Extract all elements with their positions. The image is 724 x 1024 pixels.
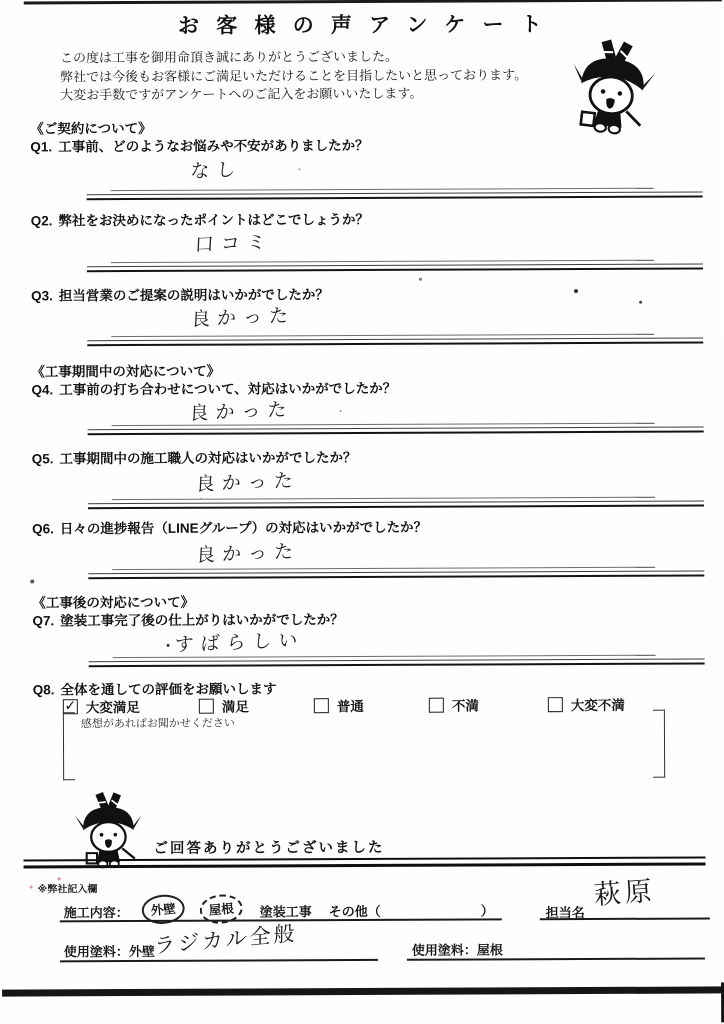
rating-option-neutral: [314, 695, 364, 715]
handwritten-staff-name: 萩原: [592, 875, 657, 911]
question-divider: [88, 571, 704, 580]
staff-underline: [540, 917, 710, 920]
checkbox-unchecked: [429, 697, 444, 712]
answer-line: [112, 567, 655, 570]
section-header-during-work: 《工事期間中の対応について》: [31, 363, 221, 380]
samurai-mascot-illustration: [71, 791, 145, 869]
handwritten-answer-q3: 良かった: [190, 305, 296, 331]
checkbox-unchecked: [548, 697, 563, 712]
thanks-message: ご回答ありがとうございました: [153, 839, 385, 857]
question-number: Q6.: [32, 521, 54, 537]
question-text: 工事前、どのようなお悩みや不安がありましたか？: [58, 137, 369, 155]
handwritten-answer-q6: 良かった: [195, 541, 301, 567]
question-text: 全体を通しての評価をお願いします: [60, 681, 277, 698]
handwritten-paint-wall-value: ラジカル全般: [153, 921, 298, 959]
paint-roof-underline: [407, 958, 705, 961]
circled-option-roof: 屋根: [198, 893, 243, 926]
option-label: 不満: [451, 698, 479, 714]
question-q1: [30, 134, 368, 155]
question-text: 弊社をお決めになったポイントはどこでしょうか？: [58, 211, 370, 229]
scan-speck: [30, 885, 33, 888]
scan-speck: [574, 289, 578, 293]
question-number: Q4.: [31, 382, 54, 398]
checkbox-checked: ✓: [64, 696, 77, 713]
question-divider: [87, 338, 703, 347]
handwritten-answer-q1: なし: [189, 159, 243, 183]
construction-content-label: 施工内容：: [63, 905, 129, 921]
section-header-contract: 《ご契約について》: [30, 120, 152, 137]
scan-top-edge: [24, 0, 722, 4]
question-divider: [87, 192, 703, 201]
rating-option-dissatisfied: [429, 694, 479, 714]
question-q4: [31, 377, 396, 399]
painting-work-label: 塗装工事: [259, 904, 312, 920]
question-text: 塗装工事完了後の仕上がりはいかがでしたか？: [60, 612, 344, 629]
paint-roof-label: 使用塗料：屋根: [411, 942, 503, 958]
question-number: Q5.: [31, 451, 54, 467]
answer-line: [111, 334, 654, 337]
option-label: 大変満足: [85, 699, 140, 716]
footer-divider: [24, 857, 706, 869]
checkbox-unchecked: [199, 698, 214, 713]
option-label: 普通: [336, 698, 364, 715]
question-number: Q3.: [31, 288, 53, 304]
section-header-after-work: 《工事後の対応について》: [32, 594, 195, 611]
handwritten-answer-q4: 良かった: [188, 399, 294, 425]
office-use-note: ※弊社記入欄: [37, 884, 98, 896]
scan-speck: [167, 644, 170, 647]
scan-speck: [639, 301, 642, 304]
scan-speck: [200, 498, 202, 500]
option-label: 大変不満: [570, 697, 625, 714]
comment-bracket-right: [653, 710, 665, 778]
answer-line: [112, 497, 655, 500]
question-divider: [87, 264, 703, 273]
question-text: 工事前の打ち合わせについて、対応はいかがでしたか？: [59, 380, 397, 398]
scan-speck: [30, 579, 34, 583]
question-number: Q7.: [32, 613, 55, 629]
question-divider: [88, 427, 704, 436]
intro-line: この度は工事を御用命頂き誠にありがとうございました。: [59, 48, 399, 66]
intro-line: 弊社では今後もお客様にご満足いただけることを目指したいと思っております。: [60, 66, 528, 84]
answer-line: [111, 260, 654, 263]
scan-speck: [58, 877, 61, 880]
option-label: 満足: [221, 699, 249, 715]
paint-wall-underline: [60, 959, 378, 962]
intro-paragraph: [60, 47, 527, 105]
scan-speck: [419, 278, 422, 281]
other-open-paren: その他（: [328, 903, 381, 920]
intro-line: 大変お手数ですがアンケートへのご記入をお願いいたします。: [60, 85, 423, 103]
staff-name-label: 担当名: [545, 905, 585, 921]
rating-option-satisfied: [199, 695, 249, 715]
answer-line: [111, 188, 654, 191]
paint-wall-label: 使用塗料：外壁: [63, 943, 155, 960]
handwritten-answer-q5: 良かった: [195, 470, 301, 496]
question-divider: [88, 501, 704, 510]
question-number: Q1.: [30, 139, 53, 155]
rating-option-very-dissatisfied: [548, 694, 625, 714]
question-text: 担当営業のご提案の説明はいかがでしたか？: [58, 287, 329, 304]
handwritten-answer-q2: 口コミ: [194, 232, 274, 257]
question-number: Q8.: [32, 682, 55, 698]
question-text: 日々の進捗報告（LINEグループ）の対応はいかがでしたか？: [59, 519, 428, 537]
question-number: Q2.: [30, 213, 53, 229]
handwritten-answer-q7: すばらしい: [174, 629, 305, 657]
samurai-mascot-illustration: [561, 34, 664, 140]
question-q5: [32, 446, 357, 467]
scan-speck: [340, 410, 342, 412]
page-title: お客様の声アンケート: [177, 13, 560, 38]
question-text: 工事期間中の施工職人の対応はいかがでしたか？: [59, 450, 357, 467]
question-q2: [31, 208, 369, 229]
checkbox-unchecked: [314, 698, 329, 713]
circled-option-wall: 外壁: [140, 893, 185, 926]
comment-prompt: 感想があればお聞かせください: [80, 717, 235, 731]
question-divider: [89, 659, 705, 668]
scan-bottom-edge: [2, 986, 724, 996]
question-q6: [32, 516, 427, 538]
other-field: [329, 900, 494, 920]
other-close-paren: ）: [480, 903, 494, 919]
comment-bracket-left: [63, 712, 75, 780]
scan-speck: [298, 168, 300, 170]
